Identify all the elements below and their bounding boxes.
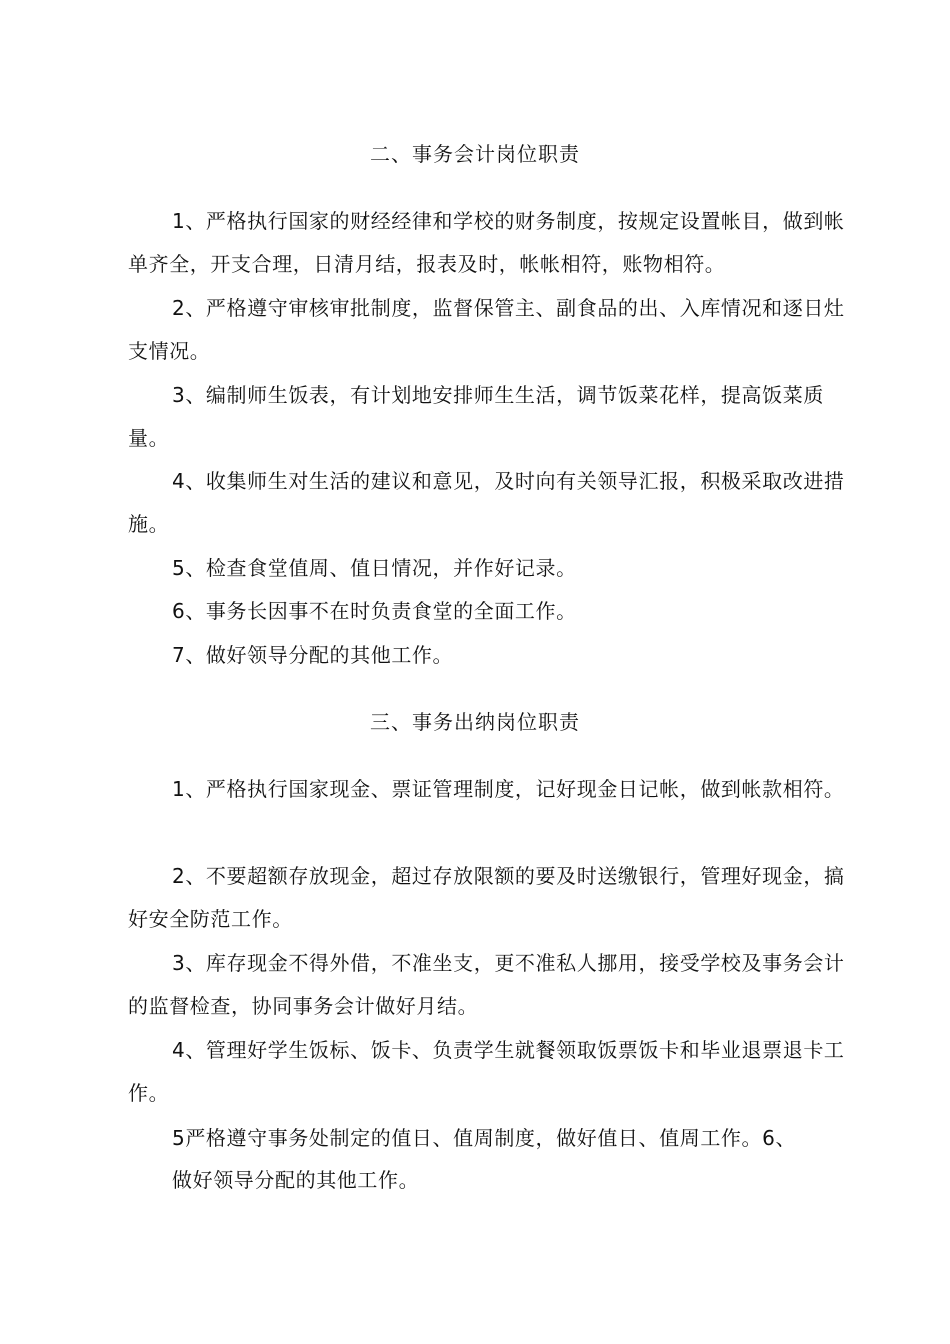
section-3-item-5: 5严格遵守事务处制定的值日、值周制度，做好值日、值周工作。6、 <box>172 1126 797 1150</box>
section-3-item-2: 2、不要超额存放现金，超过存放限额的要及时送缴银行，管理好现金，搞好安全防范工作。 <box>128 864 845 931</box>
section-2-item-3: 3、编制师生饭表，有计划地安排师生生活，调节饭菜花样，提高饭菜质量。 <box>128 383 824 450</box>
section-2-title: 二、事务会计岗位职责 <box>370 142 580 166</box>
section-2-item-6: 6、事务长因事不在时负责食堂的全面工作。 <box>172 599 577 623</box>
section-2-item-2: 2、严格遵守审核审批制度，监督保管主、副食品的出、入库情况和逐日灶支情况。 <box>128 296 845 363</box>
section-2-item-1: 1、严格执行国家的财经经律和学校的财务制度，按规定设置帐目，做到帐单齐全，开支合理，日清月结，报表及时，帐帐相符，账物相符。 <box>128 209 845 276</box>
section-2-item-4: 4、收集师生对生活的建议和意见，及时向有关领导汇报，积极采取改进措施。 <box>128 469 845 536</box>
section-2-item-5: 5、检查食堂值周、值日情况，并作好记录。 <box>172 556 577 580</box>
section-2-item-7: 7、做好领导分配的其他工作。 <box>172 643 454 667</box>
section-3-item-6: 做好领导分配的其他工作。 <box>172 1168 420 1192</box>
section-3-item-1: 1、严格执行国家现金、票证管理制度，记好现金日记帐，做到帐款相符。 <box>172 777 845 801</box>
section-3-title: 三、事务出纳岗位职责 <box>370 710 580 734</box>
section-3-item-3: 3、库存现金不得外借，不准坐支，更不准私人挪用，接受学校及事务会计的监督检查，协同事务会计做好月结。 <box>128 951 845 1018</box>
section-3-item-4: 4、管理好学生饭标、饭卡、负责学生就餐领取饭票饭卡和毕业退票退卡工作。 <box>128 1038 845 1105</box>
